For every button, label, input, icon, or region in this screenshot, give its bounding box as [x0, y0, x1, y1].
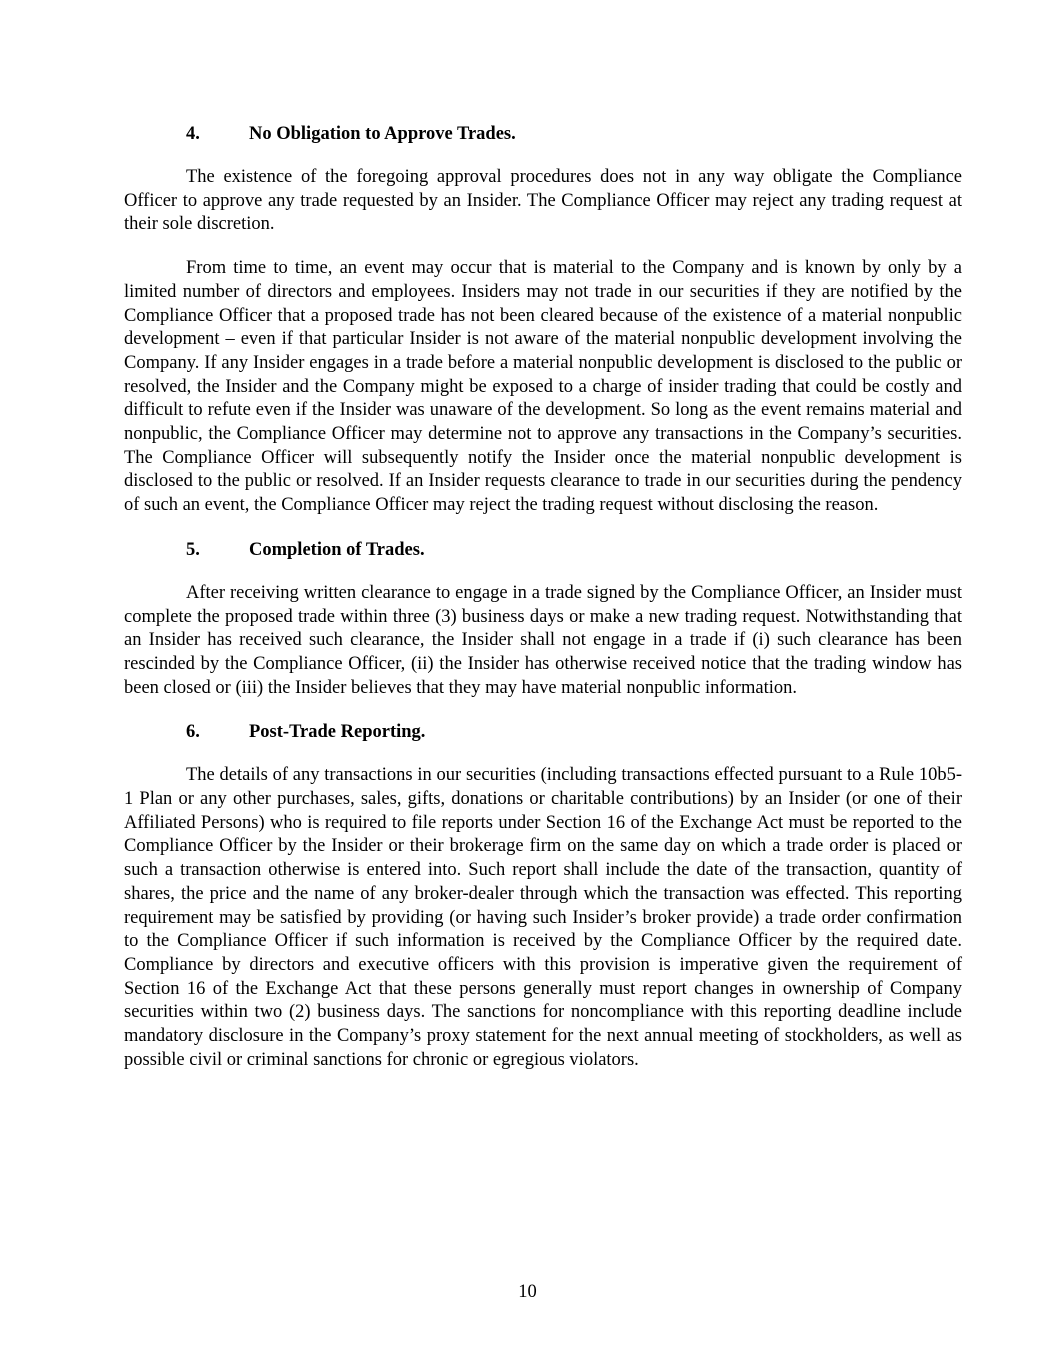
section-title: No Obligation to Approve Trades.: [249, 124, 516, 144]
section-number: 5.: [186, 539, 200, 560]
paragraph: From time to time, an event may occur that is material to the Company and is known by only by a limited number of directors and employees. Insiders may not trade in our securities if they are notified by the Compliance Officer that a proposed trade has not been cleared because of the existence of a material nonpublic development – even if that particular Insider is not aware of the material nonpublic development involving the Company. If any Insider engages in a trade before a material nonpublic development is disclosed to the public or resolved, the Insider and the Company might be exposed to a charge of insider trading that could be costly and difficult to refute even if the Insider was unaware of the development. So long as the event remains material and nonpublic, the Compliance Officer may determine not to approve any transactions in the Company’s securities. The Compliance Officer will subsequently notify the Insider once the material nonpublic development is disclosed to the public or resolved. If an Insider requests clearance to trade in our securities during the pendency of such an event, the Compliance Officer may reject the trading request without disclosing the reason.: [124, 258, 962, 516]
document-page: [124, 122, 962, 1093]
section-completion-of-trades: [124, 538, 962, 701]
paragraph: The details of any transactions in our securities (including transactions effected pursuant to a Rule 10b5-1 Plan or any other purchases, sales, gifts, donations or charitable contributions) by an Insider (or one of their Affiliated Persons) who is required to file reports under Section 16 of the Exchange Act must be reported to the Compliance Officer by the Insider or their brokerage firm on the same day on which a trade order is placed or such a transaction otherwise is entered into. Such report shall include the date of the transaction, quantity of shares, the price and the name of any broker-dealer through which the transaction was effected. This reporting requirement may be satisfied by providing (or having such Insider’s broker provide) a trade order confirmation to the Compliance Officer if such information is received by the Compliance Officer by the required date. Compliance by directors and executive officers with this provision is imperative given the requirement of Section 16 of the Exchange Act that these persons generally must report changes in ownership of Company securities within two (2) business days. The sanctions for noncompliance with this reporting deadline include mandatory disclosure in the Company’s proxy statement for the next annual meeting of stockholders, as well as possible civil or criminal sanctions for chronic or egregious violators.: [124, 765, 962, 1070]
section-no-obligation: [124, 122, 962, 518]
page-number: 10: [518, 1282, 537, 1302]
section-number: 4.: [186, 124, 200, 144]
section-heading: [124, 720, 962, 744]
section-post-trade-reporting: [124, 720, 962, 1072]
section-heading: [124, 122, 962, 146]
section-heading: [124, 538, 962, 562]
section-title: Completion of Trades.: [249, 539, 425, 560]
section-number: 6.: [186, 722, 200, 743]
paragraph: The existence of the foregoing approval procedures does not in any way obligate the Compliance Officer to approve any trade requested by an Insider. The Compliance Officer may reject any trading request at their sole discretion.: [124, 167, 962, 235]
section-title: Post-Trade Reporting.: [249, 722, 426, 743]
paragraph: After receiving written clearance to engage in a trade signed by the Compliance Officer, an Insider must complete the proposed trade within three (3) business days or make a new trading request. Notwithstanding that an Insider has received such clearance, the Insider shall not engage in a trade if (i) such clearance has been rescinded by the Compliance Officer, (ii) the Insider has otherwise received notice that the trading window has been closed or (iii) the Insider believes that they may have material nonpublic information.: [124, 582, 962, 698]
